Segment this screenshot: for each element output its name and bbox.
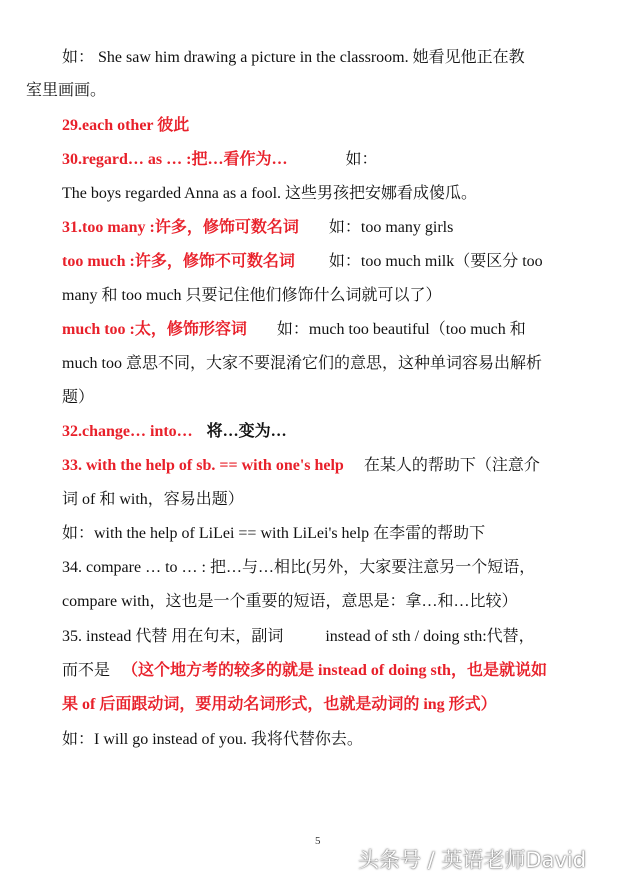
phrase-31-example: 如：too many girls	[328, 219, 454, 236]
phrase-35-meaning: 而不是	[62, 662, 111, 679]
phrase-30-example-label: 如：	[345, 151, 378, 168]
phrase-too-much-note: many 和 too much 只要记住他们修饰什么词就可以了）	[62, 287, 442, 304]
phrase-29-heading: 29.each other 彼此	[62, 117, 190, 134]
phrase-34-row: 34. compare … to … : 把…与…相比(另外，大家要注意另一个短语，	[62, 559, 536, 576]
phrase-31-row	[62, 217, 453, 239]
phrase-35-tip: （这个地方考的较多的就是 instead of doing sth，也是就说如	[122, 662, 547, 679]
phrase-35-heading: 35. instead 代替 用在句末，副词	[62, 628, 284, 645]
phrase-too-much-example: 如：too much milk（要区分 too	[328, 253, 543, 270]
phrase-32-row	[62, 421, 287, 443]
page-number: 5	[315, 835, 321, 847]
phrase-30-heading: 30.regard… as … :把…看作为…	[62, 151, 288, 168]
phrase-33-row	[62, 455, 540, 477]
example-sentence-drawing-cont: 室里画画。	[26, 82, 107, 99]
phrase-30-row	[62, 149, 378, 171]
phrase-much-too-heading: much too :太，修饰形容词	[62, 321, 247, 338]
phrase-33-heading: 33. with the help of sb. == with one's help	[62, 457, 344, 474]
phrase-32-heading: 32.change… into…	[62, 423, 193, 440]
phrase-33-example: 如：with the help of LiLei == with LiLei's help 在李雷的帮助下	[62, 525, 486, 542]
phrase-35-usage: instead of sth / doing sth:代替，	[325, 628, 535, 645]
phrase-32-meaning: 将…变为…	[206, 423, 287, 440]
phrase-34-note: compare with，这也是一个重要的短语，意思是：拿…和…比较）	[62, 593, 518, 610]
phrase-much-too-note-cont: 题）	[62, 389, 95, 406]
phrase-35-example: 如：I will go instead of you. 我将代替你去。	[62, 731, 363, 748]
phrase-33-note: 词 of 和 with，容易出题）	[62, 491, 244, 508]
phrase-too-much-row	[62, 251, 543, 273]
phrase-33-meaning: 在某人的帮助下（注意介	[363, 457, 540, 474]
phrase-much-too-example: 如：much too beautiful（too much 和	[276, 321, 526, 338]
phrase-much-too-row	[62, 319, 526, 341]
phrase-35-row	[62, 626, 535, 648]
phrase-35-note-row	[62, 660, 547, 682]
phrase-35-tip-cont: 果 of 后面跟动词，要用动名词形式，也就是动词的 ing 形式）	[62, 696, 497, 713]
phrase-31-heading: 31.too many :许多，修饰可数名词	[62, 219, 299, 236]
phrase-much-too-note: much too 意思不同，大家不要混淆它们的意思，这种单词容易出解析	[62, 355, 542, 372]
source-watermark: 头条号 / 英语老师David	[358, 848, 587, 872]
example-sentence-drawing: 如： She saw him drawing a picture in the classroom. 她看见他正在教	[62, 49, 525, 66]
phrase-30-example: The boys regarded Anna as a fool. 这些男孩把安娜看成傻瓜。	[62, 185, 478, 202]
phrase-too-much-heading: too much :许多，修饰不可数名词	[62, 253, 295, 270]
